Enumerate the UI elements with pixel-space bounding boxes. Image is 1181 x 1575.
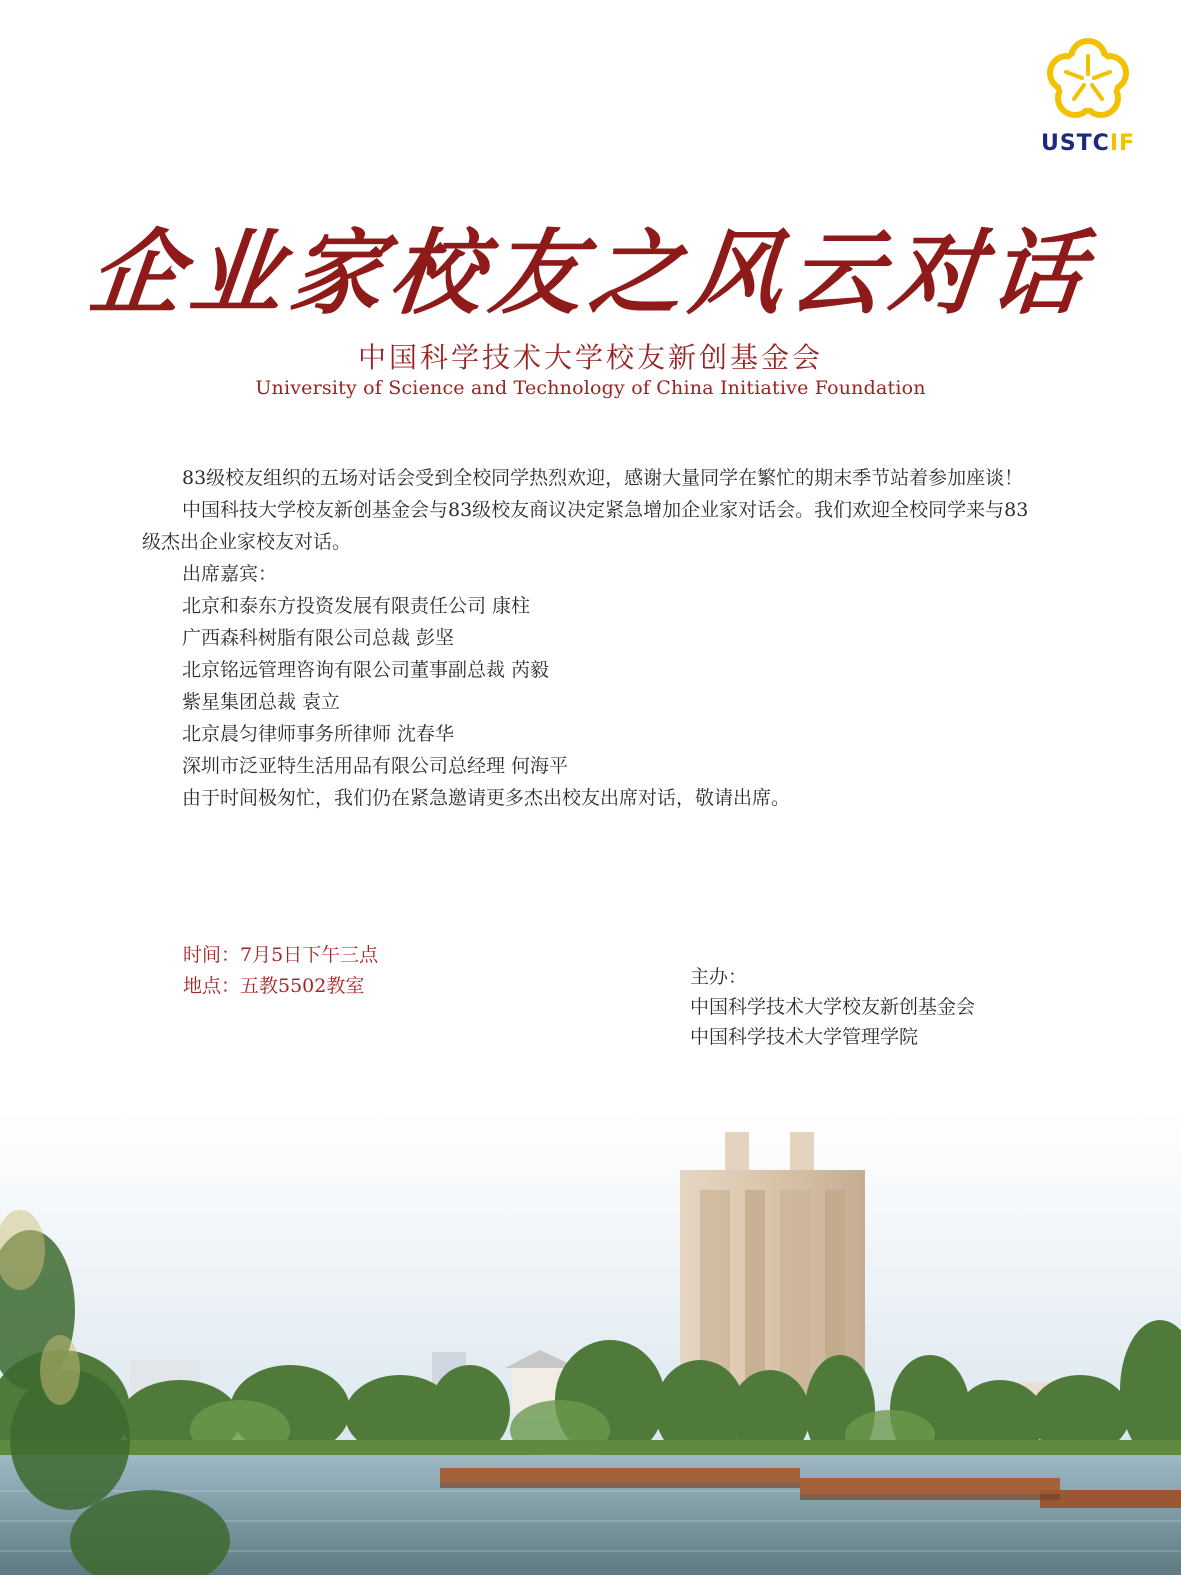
guest-list <box>142 558 1042 782</box>
guest-item: 北京铭远管理咨询有限公司董事副总裁 芮毅 <box>182 659 550 681</box>
guest-item: 紫星集团总裁 袁立 <box>182 691 341 713</box>
organizer-item: 中国科学技术大学校友新创基金会 <box>690 996 976 1018</box>
event-time: 时间：7月5日下午三点 <box>183 944 379 966</box>
org-name-english: University of Science and Technology of China Initiative Foundation <box>255 377 926 399</box>
guest-item: 北京晨匀律师事务所律师 沈春华 <box>182 723 455 745</box>
ustcif-logo <box>1030 38 1146 158</box>
organizers <box>690 962 1110 1052</box>
campus-lake-photo <box>0 1110 1181 1575</box>
guest-item: 广西森科树脂有限公司总裁 彭坚 <box>182 627 455 649</box>
campus-scene-illustration <box>0 1110 1181 1575</box>
event-details <box>183 940 583 1002</box>
invitation-body <box>142 462 1042 814</box>
guest-item: 北京和泰东方投资发展有限责任公司 康柱 <box>182 595 531 617</box>
event-place: 地点：五教5502教室 <box>183 975 365 997</box>
paragraph: 83级校友组织的五场对话会受到全校同学热烈欢迎，感谢大量同学在繁忙的期末季节站着参加座谈！ <box>182 467 1024 489</box>
logo-wordmark: USTCIF <box>1040 131 1136 156</box>
page-title: 企业家校友之风云对话 <box>84 219 1097 327</box>
org-name-chinese: 中国科学技术大学校友新创基金会 <box>357 341 823 374</box>
guest-item: 深圳市泛亚特生活用品有限公司总经理 何海平 <box>182 755 569 777</box>
organizers-label: 主办： <box>690 966 748 988</box>
closing-note: 由于时间极匆忙，我们仍在紧急邀请更多杰出校友出席对话，敬请出席。 <box>182 787 791 809</box>
guest-list-label: 出席嘉宾： <box>182 563 278 585</box>
paragraph: 中国科技大学校友新创基金会与83级校友商议决定紧急增加企业家对话会。我们欢迎全校同学来与83级杰出企业家校友对话。 <box>142 499 1029 553</box>
flower-emblem-icon <box>1030 38 1146 133</box>
organizer-item: 中国科学技术大学管理学院 <box>690 1026 919 1048</box>
